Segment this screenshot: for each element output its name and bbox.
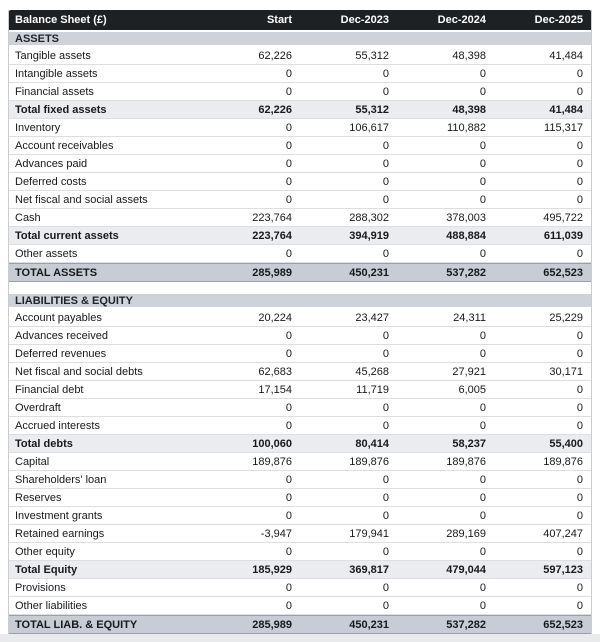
row-value-cell: 11,719 [356, 383, 389, 396]
column-header: Start [266, 14, 292, 26]
section-header-row [9, 292, 591, 309]
row-value-cell: 0 [382, 85, 389, 98]
row-value-cell: 48,398 [452, 103, 486, 116]
table-row [9, 309, 591, 327]
row-value-cell: 0 [285, 509, 292, 522]
row-value-cell: 100,060 [252, 437, 292, 450]
row-value-cell: 0 [576, 329, 583, 342]
row-value-cell: 537,282 [446, 266, 486, 279]
row-value-cell: 0 [479, 347, 486, 360]
bottom-strip [0, 634, 600, 642]
row-value-cell: 0 [479, 175, 486, 188]
table-row [9, 47, 591, 65]
row-value-cell: 0 [479, 157, 486, 170]
row-label: Total Equity [15, 563, 78, 576]
row-value-cell: 0 [285, 85, 292, 98]
row-value-cell: 189,876 [543, 455, 583, 468]
row-value-cell: 0 [576, 347, 583, 360]
row-label: Intangible assets [15, 67, 98, 80]
row-value-cell: 62,683 [258, 365, 292, 378]
row-label: Tangible assets [15, 49, 91, 62]
row-value-cell: 0 [576, 139, 583, 152]
row-value-cell: 0 [285, 491, 292, 504]
row-value-cell: 0 [576, 509, 583, 522]
table-row [9, 453, 591, 471]
row-value-cell: 0 [479, 139, 486, 152]
row-value-cell: -3,947 [260, 527, 292, 540]
row-value-cell: 0 [382, 599, 389, 612]
row-label: Financial assets [15, 85, 94, 98]
row-label: Advances paid [15, 157, 88, 170]
row-value-cell: 652,523 [543, 266, 583, 279]
table-row [9, 245, 591, 263]
row-value-cell: 55,312 [355, 49, 389, 62]
row-value-cell: 110,882 [447, 121, 486, 134]
row-value-cell: 0 [382, 401, 389, 414]
row-label: Other liabilities [15, 599, 88, 612]
row-label: TOTAL ASSETS [15, 266, 98, 279]
row-value-cell: 17,154 [258, 383, 292, 396]
table-header-row [9, 10, 591, 30]
row-value-cell: 0 [382, 193, 389, 206]
row-label: Provisions [15, 581, 66, 594]
row-value-cell: 24,311 [453, 311, 486, 324]
row-value-cell: 0 [479, 247, 486, 260]
row-value-cell: 41,484 [549, 49, 583, 62]
table-row [9, 119, 591, 137]
row-label: Account payables [15, 311, 102, 324]
balance-sheet-table [8, 10, 592, 634]
row-label: Accrued interests [15, 419, 100, 432]
row-value-cell: 80,414 [355, 437, 389, 450]
table-row [9, 597, 591, 615]
row-value-cell: 0 [285, 545, 292, 558]
row-value-cell: 0 [576, 157, 583, 170]
row-value-cell: 0 [285, 599, 292, 612]
table-row [9, 507, 591, 525]
row-value-cell: 0 [382, 157, 389, 170]
row-value-cell: 0 [479, 473, 486, 486]
row-value-cell: 0 [285, 157, 292, 170]
row-value-cell: 0 [479, 599, 486, 612]
table-row [9, 137, 591, 155]
row-value-cell: 479,044 [446, 563, 486, 576]
table-row [9, 227, 591, 245]
table-row [9, 345, 591, 363]
row-value-cell: 597,123 [543, 563, 583, 576]
row-value-cell: 378,003 [446, 211, 486, 224]
section-gap [9, 282, 591, 292]
table-row [9, 263, 591, 282]
table-row [9, 471, 591, 489]
table-row [9, 525, 591, 543]
row-value-cell: 0 [285, 581, 292, 594]
row-value-cell: 25,229 [549, 311, 583, 324]
row-value-cell: 0 [285, 401, 292, 414]
row-value-cell: 45,268 [355, 365, 389, 378]
row-value-cell: 0 [382, 509, 389, 522]
row-value-cell: 0 [576, 85, 583, 98]
row-label: Deferred revenues [15, 347, 107, 360]
row-value-cell: 0 [285, 121, 292, 134]
row-value-cell: 0 [382, 247, 389, 260]
row-label: Other equity [15, 545, 75, 558]
row-label: Deferred costs [15, 175, 87, 188]
row-value-cell: 0 [285, 329, 292, 342]
table-row [9, 65, 591, 83]
table-title: Balance Sheet (£) [15, 14, 107, 26]
table-row [9, 155, 591, 173]
table-row [9, 363, 591, 381]
row-value-cell: 0 [576, 383, 583, 396]
row-value-cell: 0 [576, 545, 583, 558]
row-value-cell: 41,484 [549, 103, 583, 116]
row-value-cell: 48,398 [452, 49, 486, 62]
row-label: Account receivables [15, 139, 114, 152]
row-label: Total debts [15, 437, 73, 450]
row-value-cell: 0 [285, 473, 292, 486]
row-value-cell: 0 [382, 581, 389, 594]
row-value-cell: 189,876 [252, 455, 292, 468]
row-label: Cash [15, 211, 41, 224]
row-value-cell: 450,231 [349, 266, 389, 279]
row-label: Shareholders' loan [15, 473, 107, 486]
row-value-cell: 0 [576, 473, 583, 486]
table-row [9, 327, 591, 345]
row-value-cell: 0 [285, 247, 292, 260]
row-value-cell: 223,764 [252, 211, 292, 224]
row-value-cell: 0 [285, 139, 292, 152]
row-value-cell: 450,231 [349, 618, 389, 631]
column-header: Dec-2023 [340, 14, 389, 26]
table-row [9, 579, 591, 597]
row-value-cell: 0 [479, 545, 486, 558]
table-row [9, 101, 591, 119]
row-value-cell: 0 [382, 139, 389, 152]
row-value-cell: 23,427 [355, 311, 389, 324]
row-label: Financial debt [15, 383, 84, 396]
section-label: LIABILITIES & EQUITY [15, 294, 133, 307]
row-value-cell: 0 [576, 175, 583, 188]
row-value-cell: 185,929 [252, 563, 292, 576]
row-label: Reserves [15, 491, 62, 504]
row-value-cell: 0 [576, 67, 583, 80]
row-value-cell: 62,226 [258, 103, 292, 116]
row-label: Capital [15, 455, 50, 468]
row-value-cell: 0 [479, 491, 486, 504]
column-header: Dec-2024 [437, 14, 486, 26]
row-value-cell: 55,400 [549, 437, 583, 450]
row-value-cell: 285,989 [252, 266, 292, 279]
row-value-cell: 106,617 [349, 121, 389, 134]
row-value-cell: 0 [479, 85, 486, 98]
row-label: Net fiscal and social assets [15, 193, 148, 206]
row-value-cell: 407,247 [543, 527, 583, 540]
row-value-cell: 0 [382, 67, 389, 80]
row-value-cell: 0 [576, 401, 583, 414]
row-value-cell: 0 [479, 509, 486, 522]
row-value-cell: 0 [576, 193, 583, 206]
row-value-cell: 0 [382, 473, 389, 486]
column-header: Dec-2025 [534, 14, 583, 26]
row-value-cell: 0 [382, 175, 389, 188]
table-body [9, 30, 591, 634]
row-value-cell: 0 [576, 599, 583, 612]
row-label: Total current assets [15, 229, 119, 242]
table-row [9, 435, 591, 453]
row-value-cell: 27,921 [452, 365, 486, 378]
table-row [9, 561, 591, 579]
row-value-cell: 0 [382, 419, 389, 432]
section-header-row [9, 30, 591, 47]
row-value-cell: 0 [479, 581, 486, 594]
row-value-cell: 62,226 [258, 49, 292, 62]
row-label: Net fiscal and social debts [15, 365, 143, 378]
row-value-cell: 0 [479, 329, 486, 342]
row-value-cell: 20,224 [258, 311, 292, 324]
row-value-cell: 0 [479, 193, 486, 206]
table-row [9, 399, 591, 417]
row-value-cell: 288,302 [349, 211, 389, 224]
row-label: Overdraft [15, 401, 61, 414]
row-label: Total fixed assets [15, 103, 107, 116]
row-value-cell: 394,919 [349, 229, 389, 242]
table-row [9, 191, 591, 209]
row-value-cell: 0 [576, 419, 583, 432]
row-value-cell: 652,523 [543, 618, 583, 631]
row-value-cell: 223,764 [252, 229, 292, 242]
table-row [9, 381, 591, 399]
table-row [9, 173, 591, 191]
row-value-cell: 0 [479, 67, 486, 80]
row-value-cell: 58,237 [452, 437, 486, 450]
row-value-cell: 611,039 [543, 229, 583, 242]
table-row [9, 83, 591, 101]
row-value-cell: 488,884 [446, 229, 486, 242]
row-value-cell: 0 [382, 347, 389, 360]
row-value-cell: 0 [576, 247, 583, 260]
row-value-cell: 289,169 [446, 527, 486, 540]
table-row [9, 209, 591, 227]
section-label: ASSETS [15, 32, 60, 45]
row-label: Investment grants [15, 509, 103, 522]
row-value-cell: 30,171 [549, 365, 583, 378]
row-value-cell: 0 [285, 67, 292, 80]
row-value-cell: 115,317 [544, 121, 583, 134]
row-value-cell: 0 [382, 545, 389, 558]
row-value-cell: 495,722 [543, 211, 583, 224]
row-label: Other assets [15, 247, 78, 260]
row-value-cell: 0 [285, 175, 292, 188]
row-value-cell: 0 [382, 329, 389, 342]
row-value-cell: 285,989 [252, 618, 292, 631]
row-value-cell: 179,941 [349, 527, 389, 540]
row-value-cell: 55,312 [355, 103, 389, 116]
row-label: Retained earnings [15, 527, 105, 540]
row-value-cell: 0 [285, 347, 292, 360]
row-value-cell: 0 [285, 193, 292, 206]
row-value-cell: 0 [576, 491, 583, 504]
table-row [9, 543, 591, 561]
row-label: Advances received [15, 329, 108, 342]
row-value-cell: 537,282 [446, 618, 486, 631]
row-value-cell: 0 [479, 401, 486, 414]
row-value-cell: 369,817 [349, 563, 389, 576]
row-value-cell: 0 [479, 419, 486, 432]
row-value-cell: 189,876 [349, 455, 389, 468]
table-row [9, 615, 591, 634]
row-value-cell: 0 [285, 419, 292, 432]
row-value-cell: 6,005 [458, 383, 486, 396]
row-value-cell: 189,876 [446, 455, 486, 468]
table-row [9, 489, 591, 507]
row-label: TOTAL LIAB. & EQUITY [15, 618, 138, 631]
row-label: Inventory [15, 121, 61, 134]
row-value-cell: 0 [382, 491, 389, 504]
row-value-cell: 0 [576, 581, 583, 594]
table-row [9, 417, 591, 435]
